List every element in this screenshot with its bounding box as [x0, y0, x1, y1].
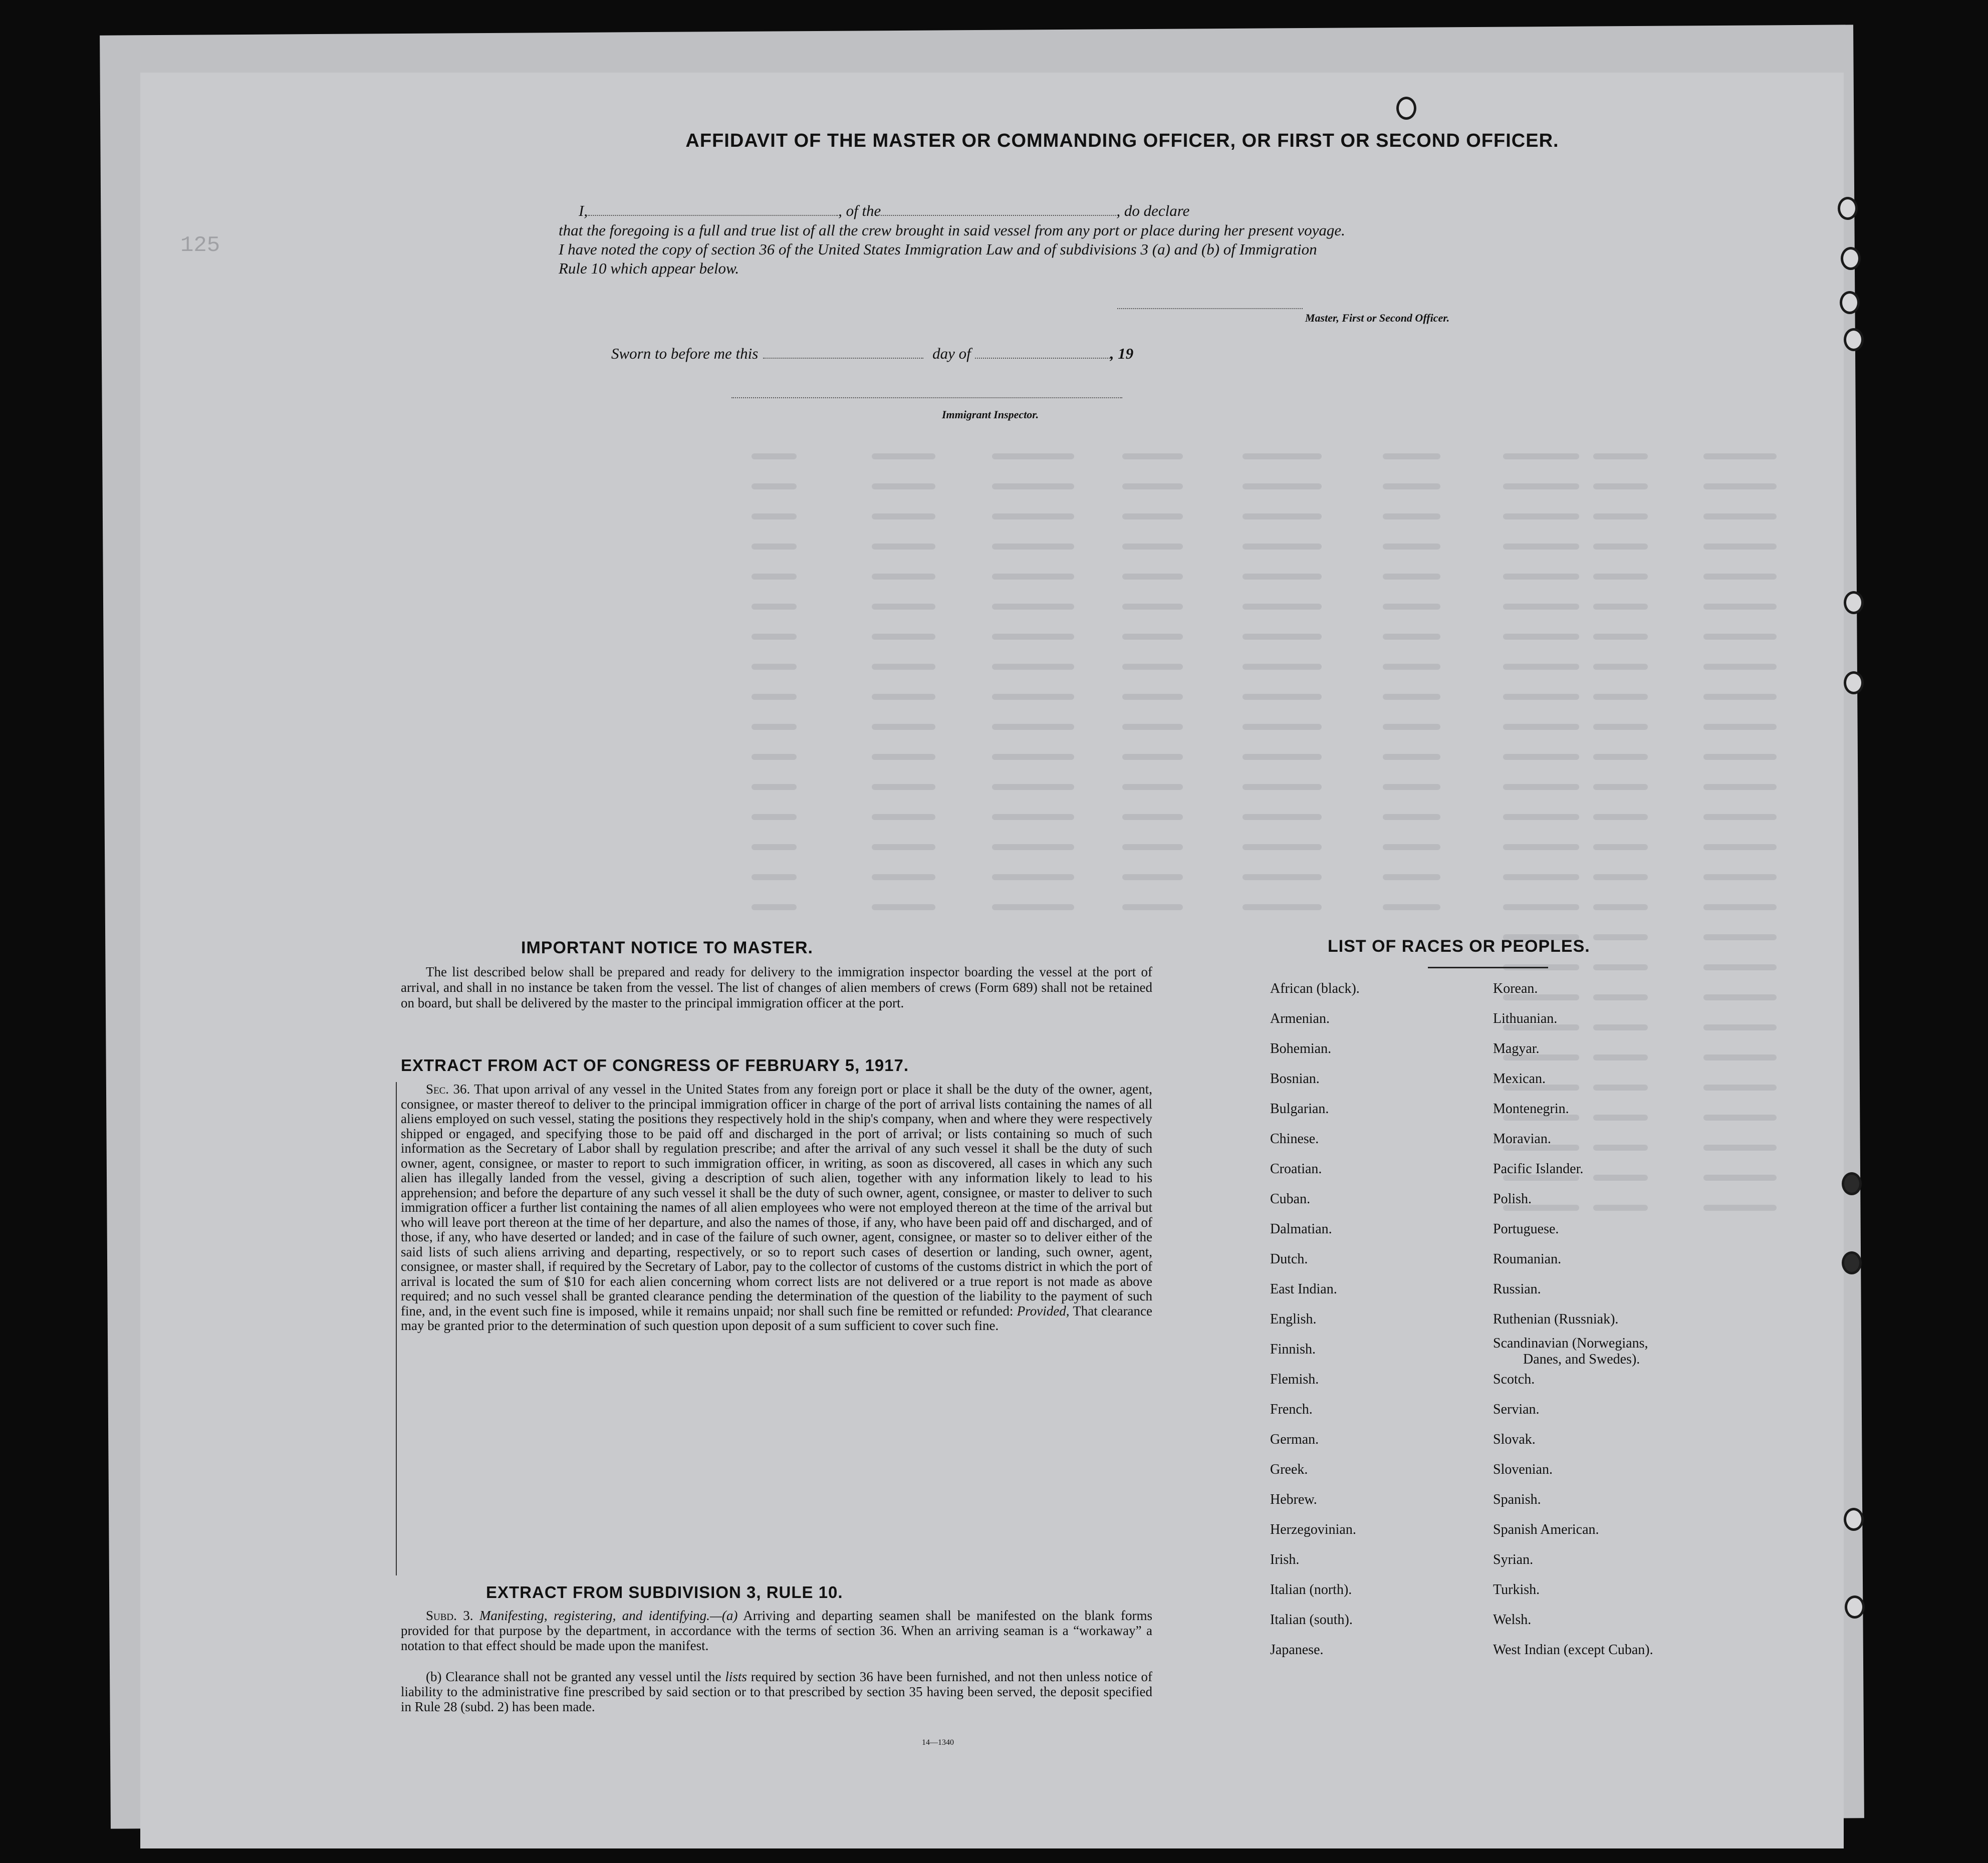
- bleed-through-mark: [1383, 574, 1440, 580]
- bleed-through-mark: [1593, 1175, 1648, 1181]
- section-body-end: That clearance may be granted prior to the determination of such question upon deposit of a sum sufficient to cover such fine.: [401, 1303, 1153, 1333]
- bleed-through-mark: [872, 784, 935, 790]
- bleed-through-mark: [1122, 664, 1183, 670]
- subdivision-3a-text: [401, 1608, 1152, 1653]
- bleed-through-mark: [992, 694, 1074, 700]
- bleed-through-mark: [1242, 664, 1322, 670]
- race-right-18: Spanish.: [1493, 1492, 1541, 1507]
- bleed-through-mark: [752, 513, 797, 519]
- bleed-through-mark: [1242, 784, 1322, 790]
- subd-a-label: —(a): [709, 1608, 738, 1623]
- subd-a-body: Arriving and departing seamen shall be manifested on the blank forms provided for that purpose by the department, in accordance with the terms of section 36. When an arriving seaman is a “workaway” a notation to that effect should be made upon the manifest.: [401, 1608, 1152, 1653]
- race-right-12: Scandinavian (Norwegians,: [1493, 1336, 1648, 1351]
- affidavit-heading: AFFIDAVIT OF THE MASTER OR COMMANDING OFFICER, OR FIRST OR SECOND OFFICER.: [685, 130, 1559, 151]
- bleed-through-mark: [872, 724, 935, 730]
- bleed-through-mark: [1593, 694, 1648, 700]
- bleed-through-mark: [1122, 904, 1183, 910]
- bleed-through-mark: [1593, 1024, 1648, 1030]
- race-right-22: Welsh.: [1493, 1612, 1532, 1628]
- race-right-7: Polish.: [1493, 1191, 1532, 1207]
- race-right-9: Roumanian.: [1493, 1251, 1562, 1267]
- bleed-through-mark: [1503, 574, 1579, 580]
- race-right-10: Russian.: [1493, 1281, 1541, 1297]
- provided-word: Provided,: [1017, 1303, 1070, 1318]
- bleed-through-mark: [872, 814, 935, 820]
- race-right-1: Lithuanian.: [1493, 1011, 1558, 1026]
- bleed-through-mark: [992, 814, 1074, 820]
- signature-line: [1117, 308, 1303, 309]
- punch-hole: [1842, 1251, 1862, 1274]
- punch-hole: [1396, 97, 1416, 120]
- race-right-20: Syrian.: [1493, 1552, 1534, 1567]
- race-right-6: Pacific Islander.: [1493, 1161, 1584, 1177]
- race-left-14: French.: [1270, 1402, 1313, 1417]
- bleed-through-mark: [1593, 1145, 1648, 1151]
- notice-body: The list described below shall be prepared and ready for delivery to the immigration inspector boarding the vessel at the port of arrival, and shall in no instance be taken from the vessel. The list of changes of alien members of crews (Form 689) shall not be retained on board, but shall be delivered by the master to the principal immigration officer at the port.: [401, 964, 1152, 1010]
- bleed-through-mark: [1122, 784, 1183, 790]
- bleed-through-mark: [1703, 784, 1777, 790]
- race-right-8: Portuguese.: [1493, 1221, 1559, 1237]
- bleed-through-mark: [872, 574, 935, 580]
- bleed-through-mark: [872, 754, 935, 760]
- race-right-13: Danes, and Swedes).: [1523, 1352, 1640, 1367]
- notice-heading: IMPORTANT NOTICE TO MASTER.: [521, 938, 813, 957]
- section-body: That upon arrival of any vessel in the United States from any foreign port or place it shall be the duty of the owner, agent, consignee, or master thereof to deliver to the principal immigration officer in charge of the port of arrival lists containing the names of all aliens employed on such vessel, stating the positions they respectively hold in the ship's company, when and where they were respectively shipped or engaged, and specifying those to be paid off and discharged in the port of arrival; or lists containing so much of such information as the Secretary of Labor shall by regulation prescribe; and after the arrival of any such vessel it shall be the duty of such owner, agent, consignee, or master to report to such immigration officer, in writing, as soon as discovered, all cases in which any such alien has illegally landed from the vessel, giving a description of such alien, together with any information likely to lead to his apprehension; and before the departure of any such vessel it shall be the duty of such owner, agent, consignee, or master to deliver to such immigration officer a further list containing the names of all alien employees who were not employed thereon at the time of the arrival but who will leave port thereon at the time of her departure, and also the names of those, if any, who have been paid off and discharged, and of those, if any, who have deserted or landed; and in case of the failure of such owner, agent, consignee, or master so to deliver either of the said lists of such aliens arriving and departing, respectively, or so to report such cases of desertion or landing, such owner, agent, consignee, or master shall, if required by the Secretary of Labor, pay to the collector of customs of the customs district in which the port of arrival is located the sum of $10 for each alien concerning whom correct lists are not delivered or a true report is not made as above required; and no such vessel shall be granted clearance pending the determination of the question of the liability to the payment of such fine, and, in the event such fine is imposed, while it remains unpaid; nor shall such fine be remitted or refunded:: [401, 1082, 1152, 1318]
- punch-hole: [1840, 291, 1860, 314]
- bleed-through-mark: [1242, 453, 1322, 459]
- race-right-11: Ruthenian (Russniak).: [1493, 1311, 1619, 1327]
- rule-10-heading: EXTRACT FROM SUBDIVISION 3, RULE 10.: [486, 1583, 843, 1602]
- bleed-through-mark: [872, 874, 935, 880]
- bleed-through-mark: [1593, 1085, 1648, 1091]
- bleed-through-mark: [1383, 453, 1440, 459]
- race-right-15: Servian.: [1493, 1402, 1540, 1417]
- bleed-through-mark: [1703, 754, 1777, 760]
- bleed-through-mark: [1593, 964, 1648, 970]
- bleed-through-mark: [1242, 604, 1322, 610]
- bleed-through-mark: [1383, 483, 1440, 489]
- bleed-through-mark: [1503, 784, 1579, 790]
- race-right-21: Turkish.: [1493, 1582, 1540, 1598]
- punch-hole: [1844, 1508, 1864, 1531]
- section-36-text: [401, 1082, 1152, 1334]
- race-left-5: Chinese.: [1270, 1131, 1319, 1147]
- bleed-through-mark: [1122, 814, 1183, 820]
- bleed-through-mark: [1503, 513, 1579, 519]
- bleed-through-mark: [872, 453, 935, 459]
- subd-b-body-1: Clearance shall not be granted any vessel until the: [445, 1669, 721, 1684]
- bleed-through-mark: [872, 694, 935, 700]
- bleed-through-mark: [752, 874, 797, 880]
- bleed-through-mark: [1593, 814, 1648, 820]
- bleed-through-mark: [1703, 994, 1777, 1000]
- race-left-21: Italian (south).: [1270, 1612, 1353, 1628]
- bleed-through-mark: [1383, 513, 1440, 519]
- bleed-through-mark: [1242, 844, 1322, 850]
- bleed-through-mark: [1593, 544, 1648, 550]
- bleed-through-mark: [752, 664, 797, 670]
- bleed-through-mark: [1122, 453, 1183, 459]
- bleed-through-mark: [1242, 544, 1322, 550]
- affidavit-line-2: that the foregoing is a full and true list of all the crew brought in said vessel from any port or place during her present voyage.: [559, 221, 1345, 239]
- bleed-through-mark: [992, 483, 1074, 489]
- race-left-4: Bulgarian.: [1270, 1101, 1329, 1117]
- bleed-through-mark: [1703, 513, 1777, 519]
- bleed-through-mark: [992, 513, 1074, 519]
- bleed-through-mark: [992, 664, 1074, 670]
- race-left-2: Bohemian.: [1270, 1041, 1332, 1056]
- margin-number: 125: [180, 233, 220, 258]
- bleed-through-mark: [1503, 634, 1579, 640]
- race-left-9: Dutch.: [1270, 1251, 1308, 1267]
- bleed-through-mark: [1703, 1085, 1777, 1091]
- bleed-through-mark: [752, 544, 797, 550]
- bleed-through-mark: [1122, 574, 1183, 580]
- margin-rule: [396, 1082, 397, 1575]
- bleed-through-mark: [1383, 724, 1440, 730]
- bleed-through-mark: [1593, 904, 1648, 910]
- bleed-through-mark: [1703, 604, 1777, 610]
- bleed-through-mark: [1503, 453, 1579, 459]
- bleed-through-mark: [1242, 724, 1322, 730]
- bleed-through-mark: [872, 844, 935, 850]
- subd-title: Manifesting, registering, and identifying.: [479, 1608, 710, 1623]
- bleed-through-mark: [1593, 934, 1648, 940]
- bleed-through-mark: [1383, 634, 1440, 640]
- race-left-17: Hebrew.: [1270, 1492, 1317, 1507]
- bleed-through-mark: [1383, 844, 1440, 850]
- bleed-through-mark: [1383, 754, 1440, 760]
- bleed-through-mark: [872, 634, 935, 640]
- race-right-16: Slovak.: [1493, 1432, 1536, 1447]
- race-right-3: Mexican.: [1493, 1071, 1546, 1087]
- punch-hole: [1845, 1595, 1865, 1619]
- sworn-prefix: Sworn to before me this: [611, 345, 759, 362]
- race-left-13: Flemish.: [1270, 1372, 1319, 1387]
- bleed-through-mark: [1122, 694, 1183, 700]
- bleed-through-mark: [1593, 874, 1648, 880]
- bleed-through-mark: [1383, 814, 1440, 820]
- race-right-14: Scotch.: [1493, 1372, 1535, 1387]
- bleed-through-mark: [992, 604, 1074, 610]
- sworn-line: [611, 345, 1133, 363]
- bleed-through-mark: [992, 634, 1074, 640]
- bleed-through-mark: [1593, 453, 1648, 459]
- bleed-through-mark: [1703, 544, 1777, 550]
- bleed-through-mark: [872, 483, 935, 489]
- bleed-through-mark: [1593, 513, 1648, 519]
- race-left-11: English.: [1270, 1311, 1317, 1327]
- bleed-through-mark: [1242, 874, 1322, 880]
- bleed-through-mark: [992, 904, 1074, 910]
- day-of-label: day of: [932, 345, 971, 362]
- bleed-through-mark: [1703, 694, 1777, 700]
- affidavit-line-4: Rule 10 which appear below.: [559, 259, 739, 277]
- bleed-through-mark: [1703, 964, 1777, 970]
- bleed-through-mark: [1383, 544, 1440, 550]
- bleed-through-mark: [752, 904, 797, 910]
- bleed-through-mark: [1242, 904, 1322, 910]
- congress-heading: EXTRACT FROM ACT OF CONGRESS OF FEBRUARY 5, 1917.: [401, 1056, 909, 1075]
- punch-hole: [1844, 328, 1864, 351]
- bleed-through-mark: [872, 544, 935, 550]
- bleed-through-mark: [1593, 1054, 1648, 1060]
- race-right-5: Moravian.: [1493, 1131, 1551, 1147]
- bleed-through-mark: [1383, 664, 1440, 670]
- bleed-through-mark: [1242, 574, 1322, 580]
- bleed-through-mark: [1593, 664, 1648, 670]
- inspector-signature-line: [731, 397, 1122, 398]
- affidavit-of-the: , of the: [838, 202, 881, 219]
- bleed-through-mark: [992, 544, 1074, 550]
- bleed-through-mark: [992, 874, 1074, 880]
- affidavit-do-declare: , do declare: [1116, 202, 1190, 219]
- race-left-12: Finnish.: [1270, 1342, 1316, 1357]
- bleed-through-mark: [1383, 904, 1440, 910]
- bleed-through-mark: [992, 754, 1074, 760]
- affidavit-line-1: [579, 202, 1189, 220]
- bleed-through-mark: [872, 513, 935, 519]
- bleed-through-mark: [1593, 574, 1648, 580]
- race-left-7: Cuban.: [1270, 1191, 1311, 1207]
- race-right-17: Slovenian.: [1493, 1462, 1553, 1477]
- race-right-4: Montenegrin.: [1493, 1101, 1569, 1117]
- bleed-through-mark: [1383, 874, 1440, 880]
- race-left-18: Herzegovinian.: [1270, 1522, 1356, 1537]
- bleed-through-mark: [1503, 664, 1579, 670]
- bleed-through-mark: [1593, 724, 1648, 730]
- bleed-through-mark: [1122, 513, 1183, 519]
- bleed-through-mark: [752, 694, 797, 700]
- bleed-through-mark: [1122, 604, 1183, 610]
- bleed-through-mark: [752, 844, 797, 850]
- bleed-through-mark: [1703, 483, 1777, 489]
- bleed-through-mark: [752, 784, 797, 790]
- bleed-through-mark: [992, 784, 1074, 790]
- bleed-through-mark: [872, 904, 935, 910]
- bleed-through-mark: [1503, 904, 1579, 910]
- race-right-23: West Indian (except Cuban).: [1493, 1642, 1653, 1658]
- bleed-through-mark: [1242, 634, 1322, 640]
- bleed-through-mark: [1503, 724, 1579, 730]
- subd-b-lists: lists: [725, 1669, 747, 1684]
- bleed-through-mark: [1703, 814, 1777, 820]
- bleed-through-mark: [1703, 934, 1777, 940]
- bleed-through-mark: [1593, 1115, 1648, 1121]
- race-left-20: Italian (north).: [1270, 1582, 1352, 1598]
- race-left-1: Armenian.: [1270, 1011, 1330, 1026]
- races-heading-rule: [1428, 967, 1548, 968]
- bleed-through-mark: [1703, 1205, 1777, 1211]
- subd-b-label: (b): [426, 1669, 442, 1684]
- race-left-16: Greek.: [1270, 1462, 1308, 1477]
- bleed-through-mark: [1703, 844, 1777, 850]
- bleed-through-mark: [1593, 784, 1648, 790]
- punch-hole: [1841, 247, 1861, 270]
- bleed-through-mark: [1122, 544, 1183, 550]
- form-number: 14—1340: [922, 1738, 954, 1747]
- bleed-through-mark: [1122, 634, 1183, 640]
- bleed-through-mark: [1703, 664, 1777, 670]
- bleed-through-mark: [1242, 483, 1322, 489]
- race-left-10: East Indian.: [1270, 1281, 1337, 1297]
- bleed-through-mark: [1383, 604, 1440, 610]
- bleed-through-mark: [752, 754, 797, 760]
- bleed-through-mark: [1122, 724, 1183, 730]
- bleed-through-mark: [752, 634, 797, 640]
- punch-hole: [1844, 591, 1864, 614]
- race-left-3: Bosnian.: [1270, 1071, 1320, 1087]
- bleed-through-mark: [1242, 754, 1322, 760]
- bleed-through-mark: [992, 724, 1074, 730]
- subd-label: Subd. 3.: [426, 1608, 473, 1623]
- bleed-through-mark: [1593, 1205, 1648, 1211]
- race-left-6: Croatian.: [1270, 1161, 1322, 1177]
- bleed-through-mark: [1242, 694, 1322, 700]
- bleed-through-mark: [1703, 574, 1777, 580]
- race-left-0: African (black).: [1270, 981, 1360, 996]
- bleed-through-mark: [1703, 874, 1777, 880]
- inspector-label: Immigrant Inspector.: [942, 408, 1039, 421]
- section-label: Sec. 36.: [426, 1082, 470, 1097]
- bleed-through-mark: [1122, 874, 1183, 880]
- bleed-through-mark: [752, 453, 797, 459]
- bleed-through-mark: [872, 604, 935, 610]
- punch-hole: [1844, 671, 1864, 694]
- bleed-through-mark: [1122, 844, 1183, 850]
- bleed-through-mark: [1122, 754, 1183, 760]
- punch-hole: [1838, 197, 1858, 220]
- bleed-through-mark: [752, 604, 797, 610]
- bleed-through-mark: [1703, 904, 1777, 910]
- bleed-through-mark: [1503, 844, 1579, 850]
- year-label: , 19: [1110, 345, 1134, 362]
- bleed-through-mark: [1503, 814, 1579, 820]
- race-right-0: Korean.: [1493, 981, 1538, 996]
- punch-hole: [1842, 1172, 1862, 1195]
- bleed-through-mark: [1703, 1115, 1777, 1121]
- bleed-through-mark: [1242, 513, 1322, 519]
- races-heading: LIST OF RACES OR PEOPLES.: [1328, 937, 1590, 956]
- bleed-through-mark: [1703, 1145, 1777, 1151]
- bleed-through-mark: [1503, 483, 1579, 489]
- bleed-through-mark: [752, 483, 797, 489]
- bleed-through-mark: [992, 844, 1074, 850]
- affidavit-pronoun: I,: [579, 202, 588, 219]
- bleed-through-mark: [1703, 1054, 1777, 1060]
- bleed-through-mark: [872, 664, 935, 670]
- bleed-through-mark: [1593, 844, 1648, 850]
- race-left-22: Japanese.: [1270, 1642, 1324, 1658]
- affidavit-line-3: I have noted the copy of section 36 of the United States Immigration Law and of subdivisions 3 (a) and (b) of Immigration: [559, 240, 1317, 258]
- bleed-through-mark: [1503, 604, 1579, 610]
- document-page: [140, 73, 1844, 1848]
- bleed-through-mark: [1503, 694, 1579, 700]
- bleed-through-mark: [1703, 1024, 1777, 1030]
- race-left-19: Irish.: [1270, 1552, 1300, 1567]
- subd-b-body-2: required by section 36 have been furnished, and not then unless notice of liability to the administrative fine prescribed by said section or to that prescribed by section 35 having been served, the deposit specified in Rule 28 (subd. 2) has been made.: [401, 1669, 1153, 1714]
- bleed-through-mark: [1383, 784, 1440, 790]
- signature-label: Master, First or Second Officer.: [1305, 312, 1450, 324]
- race-right-19: Spanish American.: [1493, 1522, 1599, 1537]
- bleed-through-mark: [1122, 483, 1183, 489]
- bleed-through-mark: [752, 814, 797, 820]
- race-right-2: Magyar.: [1493, 1041, 1540, 1056]
- race-left-8: Dalmatian.: [1270, 1221, 1332, 1237]
- bleed-through-mark: [1593, 994, 1648, 1000]
- bleed-through-mark: [1503, 874, 1579, 880]
- bleed-through-mark: [1593, 604, 1648, 610]
- bleed-through-mark: [1383, 694, 1440, 700]
- subdivision-3b-text: [401, 1669, 1152, 1714]
- bleed-through-mark: [752, 724, 797, 730]
- bleed-through-mark: [1503, 544, 1579, 550]
- bleed-through-mark: [1703, 634, 1777, 640]
- bleed-through-mark: [1593, 483, 1648, 489]
- bleed-through-mark: [1703, 453, 1777, 459]
- bleed-through-mark: [1703, 1175, 1777, 1181]
- bleed-through-mark: [1242, 814, 1322, 820]
- bleed-through-mark: [752, 574, 797, 580]
- bleed-through-mark: [992, 574, 1074, 580]
- race-left-15: German.: [1270, 1432, 1319, 1447]
- bleed-through-mark: [1503, 754, 1579, 760]
- bleed-through-mark: [1593, 754, 1648, 760]
- bleed-through-mark: [992, 453, 1074, 459]
- bleed-through-mark: [1703, 724, 1777, 730]
- bleed-through-mark: [1593, 634, 1648, 640]
